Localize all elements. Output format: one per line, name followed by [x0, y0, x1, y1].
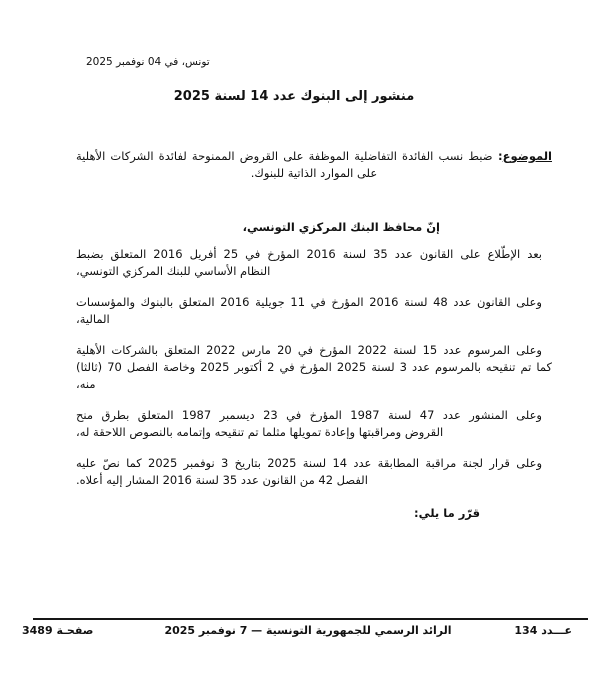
- subject-colon: :: [492, 149, 503, 163]
- recital-paragraph: [76, 342, 552, 393]
- recital-line: وعلى قرار لجنة مراقبة المطابقة عدد 14 لسنة 2025 بتاريخ 3 نوفمبر 2025 كما نصّ عليه: [76, 456, 543, 470]
- footer-page-number: صفحـة 3489: [22, 624, 94, 637]
- recital-paragraph: [76, 455, 552, 489]
- subject-block: [76, 148, 552, 182]
- subject-text: ضبط نسب الفائدة التفاضلية الموظفة على القروض الممنوحة لفائدة الشركات الأهلية: [76, 149, 493, 163]
- document-title: منشور إلى البنوك عدد 14 لسنة 2025: [173, 89, 415, 104]
- subject-line-2: على الموارد الذاتية للبنوك.: [250, 166, 378, 180]
- recital-line: وعلى المرسوم عدد 15 لسنة 2022 المؤرخ في 20 مارس 2022 المتعلق بالشركات الأهلية: [76, 343, 542, 357]
- recital-paragraph: [76, 407, 552, 441]
- footer-journal-title: الرائد الرسمي للجمهورية التونسية — 7 نوفمبر 2025: [164, 624, 452, 637]
- preamble-heading: إنّ محافظ البنك المركزي التونسي،: [242, 220, 440, 234]
- recital-line: بعد الإطّلاع على القانون عدد 35 لسنة 2016 المؤرخ في 25 أفريل 2016 المتعلق بضبط: [76, 247, 542, 261]
- recital-line: الفصل 42 من القانون عدد 35 لسنة 2016 المشار إليه أعلاه.: [76, 473, 368, 487]
- footer-issue-number: عـــدد 134: [514, 624, 572, 637]
- place-date-line: تونس، في 04 نوفمبر 2025: [86, 56, 210, 68]
- subject-line-1: [76, 148, 552, 165]
- recital-line: منه،: [76, 377, 96, 391]
- recital-line: القروض ومراقبتها وإعادة تمويلها مثلما تم تنقيحه وإتمامه بالنصوص اللاحقة له،: [76, 425, 444, 439]
- recital-line: وعلى القانون عدد 48 لسنة 2016 المؤرخ في 11 جويلية 2016 المتعلق بالبنوك والمؤسسات: [76, 295, 542, 309]
- recital-line: النظام الأساسي للبنك المركزي التونسي،: [76, 264, 271, 278]
- decision-line: قرّر ما يلي:: [414, 506, 480, 520]
- page-footer: [0, 617, 616, 657]
- recital-line: المالية،: [76, 312, 110, 326]
- recital-paragraph: [76, 294, 552, 328]
- footer-divider-rule: [33, 618, 588, 620]
- recital-line: وعلى المنشور عدد 47 لسنة 1987 المؤرخ في 23 ديسمبر 1987 المتعلق بطرق منح: [76, 408, 542, 422]
- subject-label: الموضوع: [502, 149, 552, 163]
- document-body: [76, 0, 552, 694]
- recital-paragraph: [76, 246, 552, 280]
- recitals-section: [76, 246, 552, 503]
- recital-line: كما تم تنقيحه بالمرسوم عدد 3 لسنة 2025 المؤرخ في 2 أكتوبر 2025 وخاصة الفصل 70 (ثالثا): [76, 360, 552, 374]
